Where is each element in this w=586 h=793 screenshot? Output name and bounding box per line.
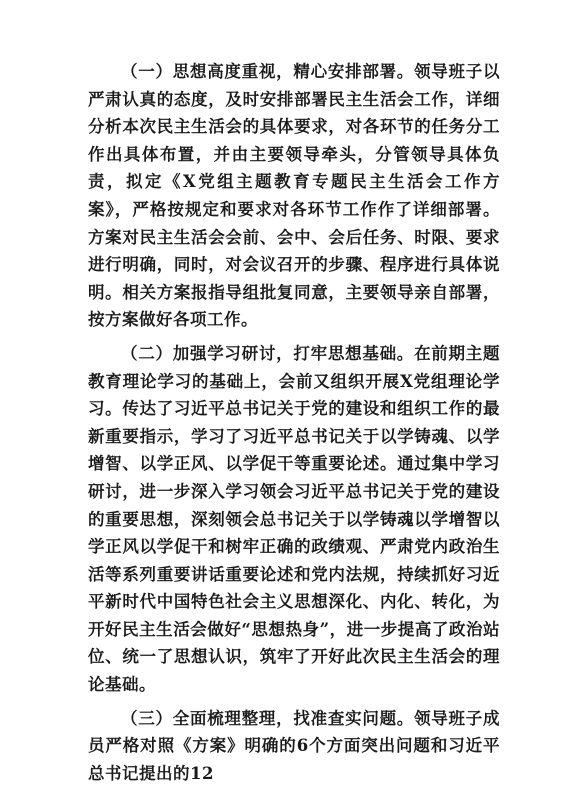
- paragraph-1: [88, 58, 500, 334]
- paragraph-3-body: 领导班子成员严格对照《方案》明确的6个方面突出问题和习近平总书记提出的12: [88, 708, 501, 783]
- paragraph-2-body: 在前期主题教育理论学习的基础上，会前又组织开展X党组理论学习。传达了习近平总书记关于党的建设和组织工作的最新重要指示，学习了习近平总书记关于以学铸魂、以学增智、以学正风、以学促干等重要论述。通过集中学习研讨，进一步深入学习领会习近平总书记关于党的建设的重要思想，深刻领会总书记关于以学铸魂以学增智以学正风以学促干和树牢正确的政绩观、严肃党内政治生活等系列重要讲话重要论述和党内法规，持续抓好习近平新时代中国特色社会主义思想深化、内化、转化，为开好民主生活会做好“思想热身”，进一步提高了政治站位、统一了思想认识，筑牢了开好此次民主生活会的理论基础。: [88, 343, 501, 695]
- paragraph-2: [88, 340, 500, 699]
- paragraph-1-body: 领导班子以严肃认真的态度，及时安排部署民主生活会工作，详细分析本次民主生活会的具体要求，对各环节的任务分工作出具体布置，并由主要领导牵头，分管领导具体负责，拟定《X党组主题教育专题民主生活会工作方案》，严格按规定和要求对各环节工作作了详细部署。方案对民主生活会会前、会中、会后任务、时限、要求进行明确，同时，对会议召开的步骤、程序进行具体说明。相关方案报指导组批复同意，主要领导亲自部署，按方案做好各项工作。: [88, 62, 501, 330]
- document-body: [88, 58, 500, 793]
- paragraph-2-heading: （二）加强学习研讨，打牢思想基础。: [121, 343, 415, 363]
- paragraph-3-heading: （三）全面梳理整理，找准查实问题。: [121, 708, 415, 728]
- paragraph-1-heading: （一）思想高度重视，精心安排部署。: [121, 62, 415, 81]
- paragraph-3: [88, 705, 500, 788]
